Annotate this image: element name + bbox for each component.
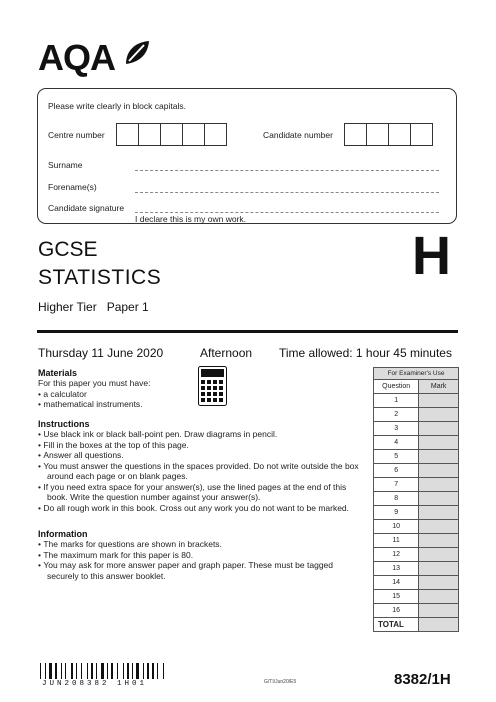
list-item: • The maximum mark for this paper is 80. — [38, 549, 194, 560]
list-item: • If you need extra space for your answer(s), use the lined pages at the end of this book. Write the question number against your answer(s). — [38, 481, 347, 502]
mark-cell — [419, 534, 459, 548]
tier-letter: H — [412, 226, 451, 286]
surname-label: Surname — [48, 160, 83, 170]
question-number: 4 — [374, 436, 419, 450]
instructions-heading: Instructions — [38, 419, 90, 429]
question-number: 8 — [374, 492, 419, 506]
barcode-bar — [107, 663, 108, 679]
barcode-bar — [132, 663, 133, 679]
question-number: 12 — [374, 548, 419, 562]
question-number: 3 — [374, 422, 419, 436]
question-number: 2 — [374, 408, 419, 422]
examiner-use-table — [373, 367, 459, 632]
total-label: TOTAL — [374, 618, 419, 632]
candidate-digit-box[interactable] — [388, 123, 411, 146]
forenames-field[interactable] — [135, 192, 439, 193]
candidate-number-boxes[interactable] — [345, 123, 433, 146]
list-item: • Fill in the boxes at the top of this page. — [38, 439, 189, 450]
barcode-number: JUN208382 1H01 — [42, 680, 148, 688]
signature-field[interactable] — [135, 212, 439, 213]
barcode-bar — [123, 663, 124, 679]
barcode-bar — [81, 663, 82, 679]
list-item: • Answer all questions. — [38, 450, 124, 460]
list-item: • You must answer the questions in the spaces provided. Do not write outside the box around each page or on blank pages. — [38, 460, 359, 481]
question-number: 6 — [374, 464, 419, 478]
candidate-digit-box[interactable] — [366, 123, 389, 146]
mark-cell — [419, 478, 459, 492]
mark-cell — [419, 436, 459, 450]
mark-cell — [419, 576, 459, 590]
forenames-label: Forename(s) — [48, 182, 97, 192]
question-number: 11 — [374, 534, 419, 548]
subject-title: STATISTICS — [38, 266, 162, 289]
question-number: 9 — [374, 506, 419, 520]
candidate-details-box — [37, 88, 457, 224]
barcode-bar — [55, 663, 57, 679]
leaf-icon — [122, 40, 150, 66]
question-number: 14 — [374, 576, 419, 590]
mark-cell — [419, 506, 459, 520]
materials-section — [38, 368, 198, 410]
centre-digit-box[interactable] — [204, 123, 227, 146]
barcode — [40, 663, 188, 679]
centre-digit-box[interactable] — [160, 123, 183, 146]
candidate-number-label: Candidate number — [263, 130, 333, 140]
mark-cell — [419, 464, 459, 478]
barcode-bar — [147, 663, 149, 679]
barcode-bar — [45, 663, 46, 679]
barcode-bar — [127, 663, 129, 679]
question-column-header: Question — [374, 380, 419, 394]
tier-paper-line — [38, 300, 149, 314]
barcode-bar — [91, 663, 93, 679]
list-item: • You may ask for more answer paper and graph paper. These must be tagged securely to this answer booklet. — [38, 560, 333, 581]
question-number: 1 — [374, 394, 419, 408]
barcode-bar — [163, 663, 164, 679]
materials-intro: For this paper you must have: — [38, 378, 151, 388]
question-number: 15 — [374, 590, 419, 604]
barcode-bar — [65, 663, 66, 679]
total-mark-cell — [419, 618, 459, 632]
question-number: 5 — [374, 450, 419, 464]
centre-digit-box[interactable] — [182, 123, 205, 146]
question-number: 13 — [374, 562, 419, 576]
instructions-section — [38, 419, 360, 513]
examiner-table-title: For Examiner's Use — [374, 368, 459, 380]
calculator-icon — [198, 366, 227, 406]
mark-cell — [419, 408, 459, 422]
mark-cell — [419, 394, 459, 408]
block-capitals-instruction: Please write clearly in block capitals. — [48, 101, 186, 111]
candidate-digit-box[interactable] — [410, 123, 433, 146]
list-item: • Do all rough work in this book. Cross out any work you do not want to be marked. — [38, 502, 350, 513]
barcode-bar — [117, 663, 118, 679]
paper-name: Paper 1 — [106, 300, 149, 314]
list-item: • a calculator — [38, 388, 87, 399]
mark-cell — [419, 450, 459, 464]
logo-text: AQA — [38, 37, 115, 78]
question-number: 10 — [374, 520, 419, 534]
mark-cell — [419, 548, 459, 562]
mark-cell — [419, 590, 459, 604]
barcode-bar — [111, 663, 113, 679]
barcode-bar — [96, 663, 97, 679]
list-item: • Use black ink or black ball-point pen. Draw diagrams in pencil. — [38, 429, 278, 439]
barcode-bar — [87, 663, 88, 679]
exam-session: Afternoon — [200, 346, 253, 360]
time-allowed: Time allowed: 1 hour 45 minutes — [279, 346, 452, 360]
barcode-bar — [76, 663, 77, 679]
barcode-bar — [143, 663, 144, 679]
barcode-bar — [136, 663, 139, 679]
centre-number-label: Centre number — [48, 130, 105, 140]
centre-digit-box[interactable] — [138, 123, 161, 146]
exam-date: Thursday 11 June 2020 — [38, 346, 164, 360]
question-number: 16 — [374, 604, 419, 618]
divider — [37, 330, 458, 333]
mark-cell — [419, 520, 459, 534]
information-section — [38, 529, 360, 581]
surname-field[interactable] — [135, 170, 439, 171]
paper-reference: G/TI/Jun20/E5 — [264, 679, 297, 685]
barcode-bar — [152, 663, 154, 679]
materials-heading: Materials — [38, 368, 78, 378]
mark-cell — [419, 562, 459, 576]
signature-label: Candidate signature — [48, 203, 125, 213]
barcode-bar — [49, 663, 52, 679]
barcode-bar — [71, 663, 73, 679]
aqa-logo — [38, 38, 150, 78]
barcode-bar — [101, 663, 104, 679]
centre-number-boxes[interactable] — [117, 123, 227, 146]
barcode-bar — [157, 663, 158, 679]
list-item: • The marks for questions are shown in brackets. — [38, 539, 222, 549]
mark-cell — [419, 604, 459, 618]
paper-code: 8382/1H — [394, 671, 451, 688]
tier-name: Higher Tier — [38, 300, 97, 314]
mark-column-header: Mark — [419, 380, 459, 394]
candidate-digit-box[interactable] — [344, 123, 367, 146]
list-item: • mathematical instruments. — [38, 399, 143, 409]
question-number: 7 — [374, 478, 419, 492]
mark-cell — [419, 492, 459, 506]
barcode-bar — [61, 663, 62, 679]
qualification-title: GCSE — [38, 238, 98, 261]
centre-digit-box[interactable] — [116, 123, 139, 146]
mark-cell — [419, 422, 459, 436]
declaration-text: I declare this is my own work. — [135, 214, 247, 224]
barcode-bar — [40, 663, 41, 679]
information-heading: Information — [38, 529, 88, 539]
